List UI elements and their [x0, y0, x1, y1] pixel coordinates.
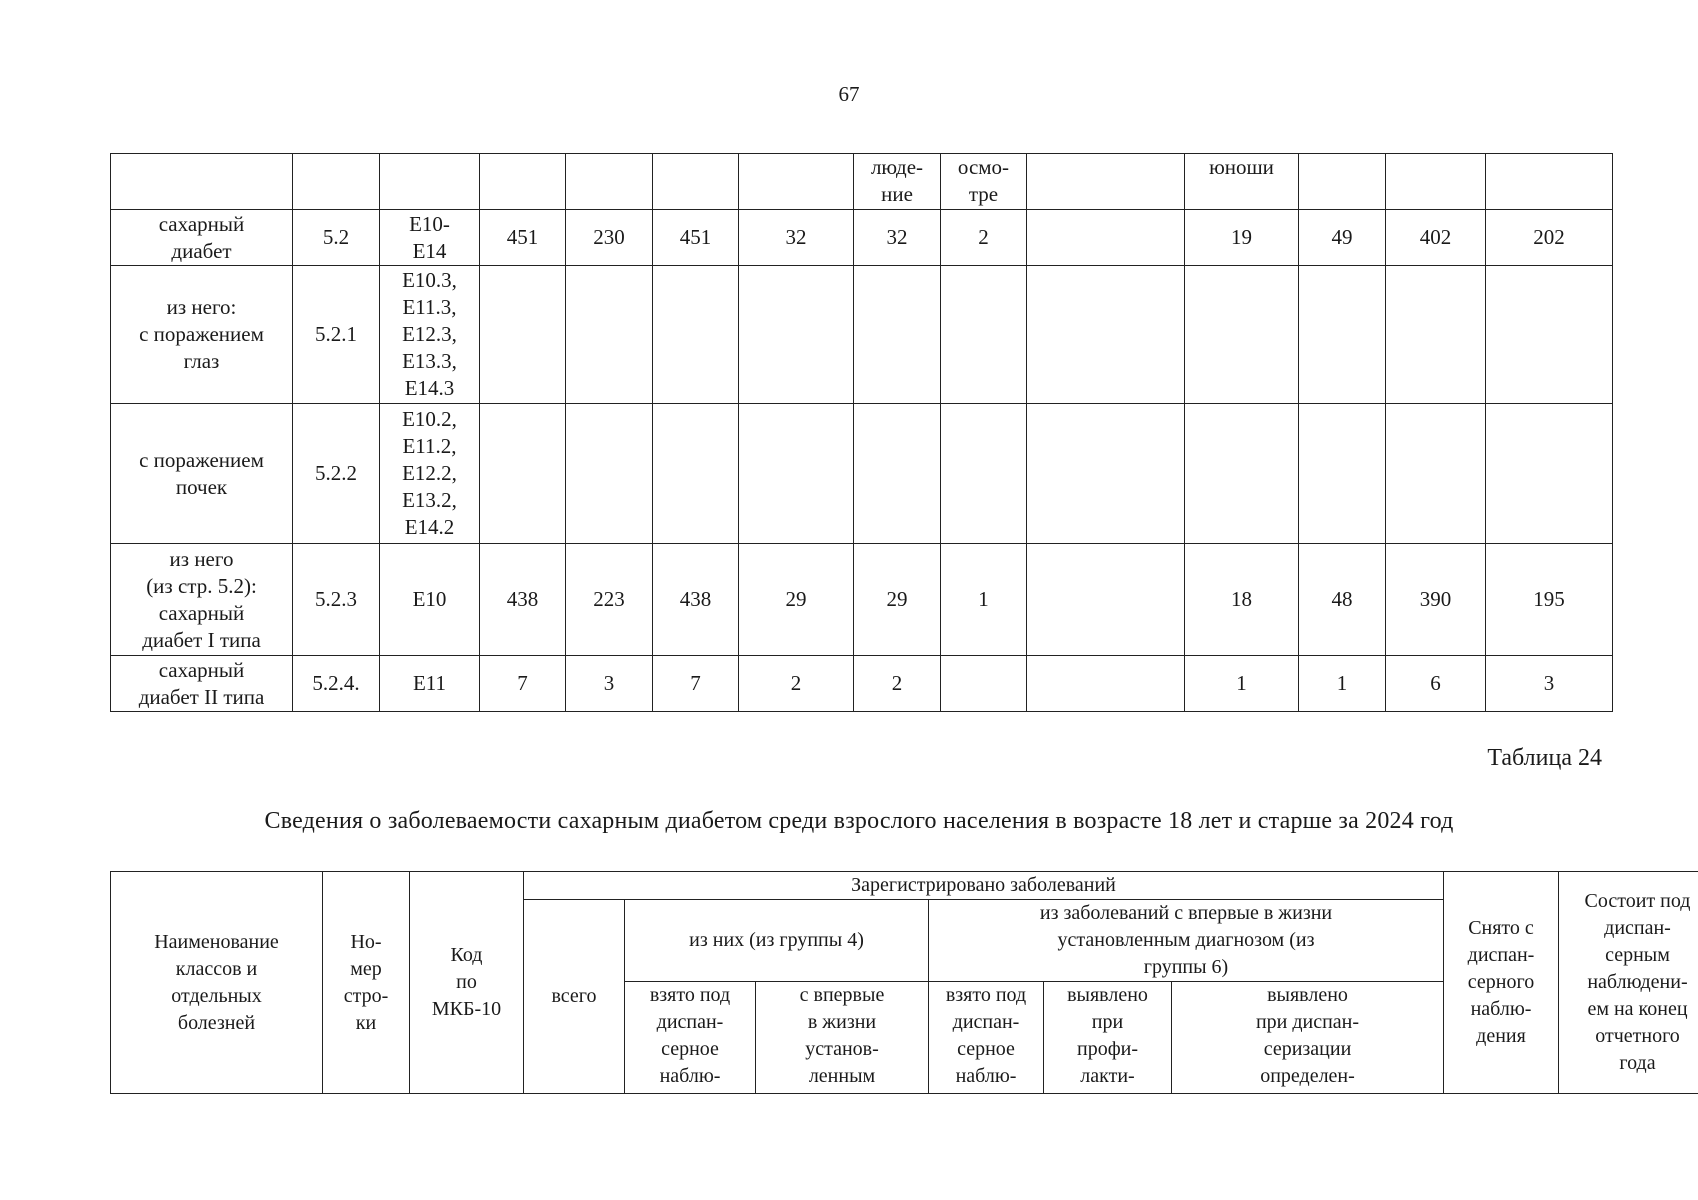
- header-registered: Зарегистрировано заболеваний: [524, 872, 1444, 900]
- header-total: всего: [524, 900, 625, 1094]
- header-cell: осмо- тре: [941, 154, 1027, 210]
- table-cell: [1027, 210, 1185, 266]
- header-removed: Снято с диспан- серного наблю- дения: [1444, 872, 1559, 1094]
- table-row: [111, 656, 1613, 712]
- table-cell: [1027, 544, 1185, 656]
- header-taken-under: взято под диспан- серное наблю-: [625, 982, 756, 1094]
- table-cell: сахарный диабет II типа: [111, 656, 293, 712]
- table-cell: 5.2.3: [293, 544, 380, 656]
- table-cell: [854, 404, 941, 544]
- table-cell: 390: [1386, 544, 1486, 656]
- table-cell: 6: [1386, 656, 1486, 712]
- table-cell: [480, 404, 566, 544]
- table-cell: 48: [1299, 544, 1386, 656]
- header-of-new: из заболеваний с впервые в жизни установленным диагнозом (из группы 6): [929, 900, 1444, 982]
- page-number: 67: [838, 82, 860, 106]
- table-cell: 223: [566, 544, 653, 656]
- table-cell: [480, 266, 566, 404]
- table-cell: [739, 266, 854, 404]
- table-cell: 1: [941, 544, 1027, 656]
- table-cell: [1185, 266, 1299, 404]
- table-cell: [653, 404, 739, 544]
- table-cell: 5.2.1: [293, 266, 380, 404]
- table-cell: 32: [739, 210, 854, 266]
- header-cell: [293, 154, 380, 210]
- table-cell: 7: [480, 656, 566, 712]
- table-row: [111, 266, 1613, 404]
- table-cell: 7: [653, 656, 739, 712]
- header-found-disp: выявлено при диспан- серизации определен-: [1172, 982, 1444, 1094]
- header-taken-under-2: взято под диспан- серное наблю-: [929, 982, 1044, 1094]
- table-cell: 49: [1299, 210, 1386, 266]
- table-row: [111, 404, 1613, 544]
- table-cell: из него: с поражением глаз: [111, 266, 293, 404]
- table-header-continuation: [111, 154, 1613, 210]
- table-cell: 2: [941, 210, 1027, 266]
- header-cell: [1486, 154, 1613, 210]
- table-cell: [1299, 266, 1386, 404]
- header-cell: [1299, 154, 1386, 210]
- table-cell: 3: [1486, 656, 1613, 712]
- table-cell: [566, 404, 653, 544]
- header-cell: [566, 154, 653, 210]
- table-cell: [1486, 266, 1613, 404]
- table-cell: с поражением почек: [111, 404, 293, 544]
- table-24-header: [110, 871, 1698, 1094]
- table-cell: 2: [854, 656, 941, 712]
- table-cell: [1185, 404, 1299, 544]
- table-cell: E10- E14: [380, 210, 480, 266]
- table-cell: [941, 656, 1027, 712]
- table-cell: [854, 266, 941, 404]
- table-cell: 29: [739, 544, 854, 656]
- header-first-time: с впервые в жизни установ- ленным: [756, 982, 929, 1094]
- table-row: [111, 210, 1613, 266]
- table-cell: [1386, 404, 1486, 544]
- table-title: Сведения о заболеваемости сахарным диабетом среди взрослого населения в возрасте 18 лет и старше за 2024 год: [264, 808, 1454, 834]
- table-cell: [1299, 404, 1386, 544]
- table-cell: [739, 404, 854, 544]
- header-cell: [739, 154, 854, 210]
- table-cell: из него (из стр. 5.2): сахарный диабет I типа: [111, 544, 293, 656]
- header-cell: [653, 154, 739, 210]
- header-cell: [111, 154, 293, 210]
- table-row: [111, 544, 1613, 656]
- table-cell: 5.2.2: [293, 404, 380, 544]
- table-cell: 5.2.4.: [293, 656, 380, 712]
- table-cell: 18: [1185, 544, 1299, 656]
- table-cell: [1486, 404, 1613, 544]
- header-cell: [1386, 154, 1486, 210]
- table-cell: E11: [380, 656, 480, 712]
- table-cell: 402: [1386, 210, 1486, 266]
- table-cell: 202: [1486, 210, 1613, 266]
- header-name: Наименование классов и отдельных болезней: [111, 872, 323, 1094]
- table-caption: Таблица 24: [1487, 745, 1602, 771]
- header-cell: [380, 154, 480, 210]
- table-cell: 19: [1185, 210, 1299, 266]
- table-cell: [653, 266, 739, 404]
- header-row-number: Но- мер стро- ки: [323, 872, 410, 1094]
- header-of-them: из них (из группы 4): [625, 900, 929, 982]
- table-cell: [1027, 266, 1185, 404]
- table-cell: [941, 404, 1027, 544]
- table-cell: 1: [1299, 656, 1386, 712]
- table-cell: 230: [566, 210, 653, 266]
- table-cell: 1: [1185, 656, 1299, 712]
- header-consists: Состоит под диспан- серным наблюдени- ем на конец отчетного года: [1559, 872, 1698, 1094]
- header-cell: [480, 154, 566, 210]
- table-cell: 5.2: [293, 210, 380, 266]
- table-cell: 2: [739, 656, 854, 712]
- table-cell: 195: [1486, 544, 1613, 656]
- table-cell: 438: [480, 544, 566, 656]
- header-cell: [1027, 154, 1185, 210]
- table-cell: [1386, 266, 1486, 404]
- table-cell: [1027, 404, 1185, 544]
- table-cell: [1027, 656, 1185, 712]
- table-cell: сахарный диабет: [111, 210, 293, 266]
- table-cell: [566, 266, 653, 404]
- header-icd-code: Код по МКБ-10: [410, 872, 524, 1094]
- header-found-prof: выявлено при профи- лакти-: [1044, 982, 1172, 1094]
- table-cell: 32: [854, 210, 941, 266]
- table-cell: E10: [380, 544, 480, 656]
- header-cell: юноши: [1185, 154, 1299, 210]
- table-cell: 451: [653, 210, 739, 266]
- table-cell: [941, 266, 1027, 404]
- table-cell: E10.2, E11.2, E12.2, E13.2, E14.2: [380, 404, 480, 544]
- table-cell: 3: [566, 656, 653, 712]
- table-cell: 451: [480, 210, 566, 266]
- header-cell: люде- ние: [854, 154, 941, 210]
- table-continuation: [110, 153, 1613, 712]
- table-cell: 29: [854, 544, 941, 656]
- table-cell: 438: [653, 544, 739, 656]
- table-cell: E10.3, E11.3, E12.3, E13.3, E14.3: [380, 266, 480, 404]
